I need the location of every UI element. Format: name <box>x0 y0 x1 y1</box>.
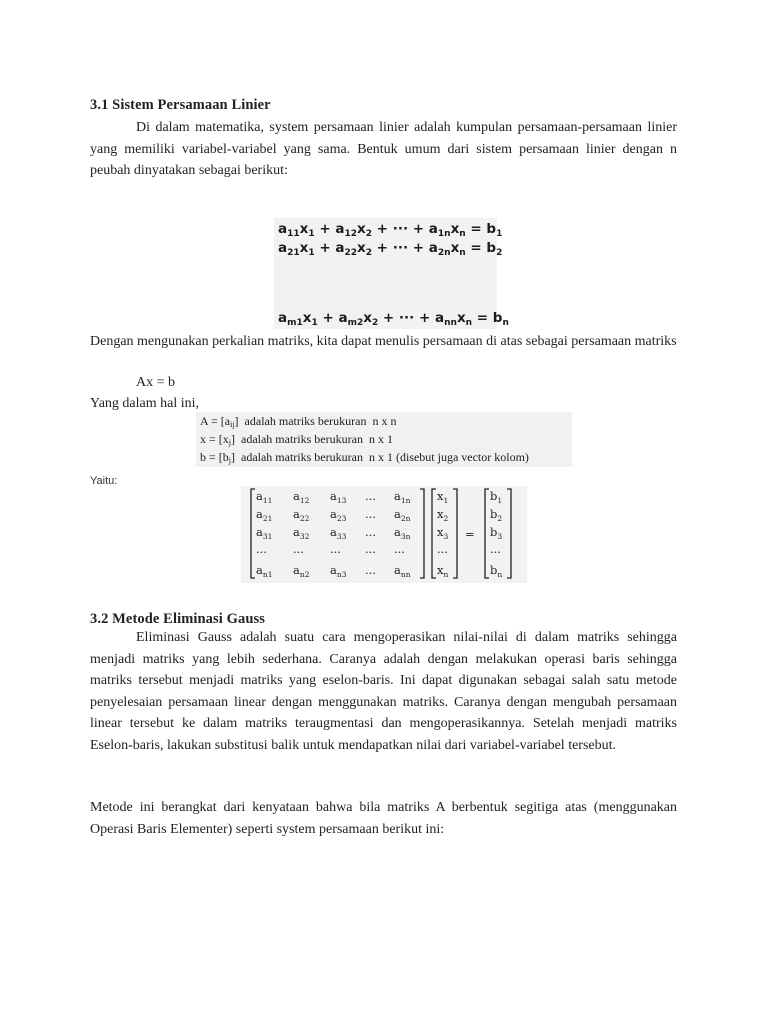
matrix-a-cell-2-1: $a_{32}$ <box>293 525 310 541</box>
matrix-a-cell-0-3: ... <box>365 489 376 503</box>
vector-b-cell-3: ... <box>490 542 501 556</box>
vector-x-cell-0: $x_1$ <box>437 489 449 505</box>
vector-x-cell-4: $x_n$ <box>437 563 449 579</box>
yaitu-label: Yaitu: <box>90 475 118 487</box>
equation-row-m: $a_{m1}x_1 + a_{m2}x_2$ + ··· + $a_{nn}x_n = b_n$ <box>278 310 509 328</box>
vector-b-cell-4: $b_n$ <box>490 563 503 579</box>
vector-x-cell-3: ... <box>437 542 448 556</box>
ax-equals-b: Ax = b <box>136 375 176 390</box>
matrix-a-cell-2-3: ... <box>365 525 376 539</box>
matrix-a-cell-4-3: ... <box>365 563 376 577</box>
matrix-a-cell-2-4: $a_{3n}$ <box>394 525 411 541</box>
vector-b-cell-1: $b_2$ <box>490 507 503 523</box>
matrix-a-cell-3-3: ... <box>365 542 376 556</box>
matrix-a-cell-3-1: ... <box>293 542 304 556</box>
section-heading-3-1: 3.1 Sistem Persamaan Linier <box>90 97 271 113</box>
matrix-a-cell-1-3: ... <box>365 507 376 521</box>
equals-sign: = <box>465 527 475 541</box>
matrix-equation-image <box>241 486 527 583</box>
matrix-a-cell-1-2: $a_{23}$ <box>330 507 347 523</box>
matrix-a-cell-3-4: ... <box>394 542 405 556</box>
matrix-a-cell-3-0: ... <box>256 542 267 556</box>
yang-dalam-hal-ini: Yang dalam hal ini, <box>90 396 200 411</box>
matrix-a-cell-3-2: ... <box>330 542 341 556</box>
matrix-a-cell-1-0: $a_{21}$ <box>256 507 273 523</box>
section-heading-3-2: 3.2 Metode Eliminasi Gauss <box>90 611 265 627</box>
matrix-a-cell-4-2: $a_{n3}$ <box>330 563 347 579</box>
matrix-a-cell-4-4: $a_{nn}$ <box>394 563 411 579</box>
gauss-paragraph: Eliminasi Gauss adalah suatu cara mengoperasikan nilai-nilai di dalam matriks sehingga menjadi matriks yang lebih sederhana. Caranya adalah dengan melakukan operasi baris sehingga matriks tersebut menjadi matriks yang eselon-baris. Ini dapat digunakan sebagai salah satu metode penyelesaian persamaan linear dengan menggunakan matriks. Caranya dengan mengubah persamaan linear tersebut ke dalam matriks teraugmentasi dan mengoperasikannya. Setelah menjadi matriks Eselon-baris, lakukan substitusi balik untuk mendapatkan nilai dari variabel-variabel tersebut. <box>90 630 677 753</box>
segitiga-paragraph: Metode ini berangkat dari kenyataan bahwa bila matriks A berbentuk segitiga atas (menggunakan Operasi Baris Elementer) seperti system persamaan berikut ini: <box>90 800 677 837</box>
intro-paragraph: Di dalam matematika, system persamaan linier adalah kumpulan persamaan-persamaan linier yang memiliki variabel-variabel yang sama. Bentuk umum dari sistem persamaan linier dengan n peubah dinyatakan sebagai berikut: <box>90 120 677 178</box>
definition-row-A: $A = [a_{ij}]$ adalah matriks berukuran n x n <box>200 414 397 429</box>
equation-row-1: $a_{11}x_1 + a_{12}x_2$ + ··· + $a_{1n}x_n = b_1$ <box>278 221 503 239</box>
matrix-a-cell-4-0: $a_{n1}$ <box>256 563 273 579</box>
vector-x-cell-2: $x_3$ <box>437 525 449 541</box>
matrix-a-cell-2-2: $a_{33}$ <box>330 525 347 541</box>
vector-x-cell-1: $x_2$ <box>437 507 449 523</box>
matrix-form-paragraph: Dengan mengunakan perkalian matriks, kita dapat menulis persamaan di atas sebagai persamaan matriks <box>90 334 677 349</box>
matrix-equation-svg <box>241 486 527 583</box>
matrix-a-cell-2-0: $a_{31}$ <box>256 525 273 541</box>
matrix-a-cell-0-0: $a_{11}$ <box>256 489 273 505</box>
matrix-a-cell-0-1: $a_{12}$ <box>293 489 310 505</box>
matrix-a-cell-0-4: $a_{1n}$ <box>394 489 411 505</box>
matrix-a-cell-1-1: $a_{22}$ <box>293 507 310 523</box>
equation-row-2: $a_{21}x_1 + a_{22}x_2$ + ··· + $a_{2n}x_n = b_2$ <box>278 240 503 258</box>
definition-row-b: $b = [b_j]$ adalah matriks berukuran n x 1 (disebut juga vector kolom) <box>200 450 529 465</box>
vector-b-cell-2: $b_3$ <box>490 525 503 541</box>
definition-row-x: $x = [x_j]$ adalah matriks berukuran n x 1 <box>200 432 393 447</box>
matrix-a-cell-0-2: $a_{13}$ <box>330 489 347 505</box>
matrix-a-cell-4-1: $a_{n2}$ <box>293 563 310 579</box>
linear-system-equations-image <box>274 218 509 329</box>
matrix-a-cell-1-4: $a_{2n}$ <box>394 507 411 523</box>
vector-b-cell-0: $b_1$ <box>490 489 503 505</box>
matrix-definitions-image <box>196 412 572 467</box>
